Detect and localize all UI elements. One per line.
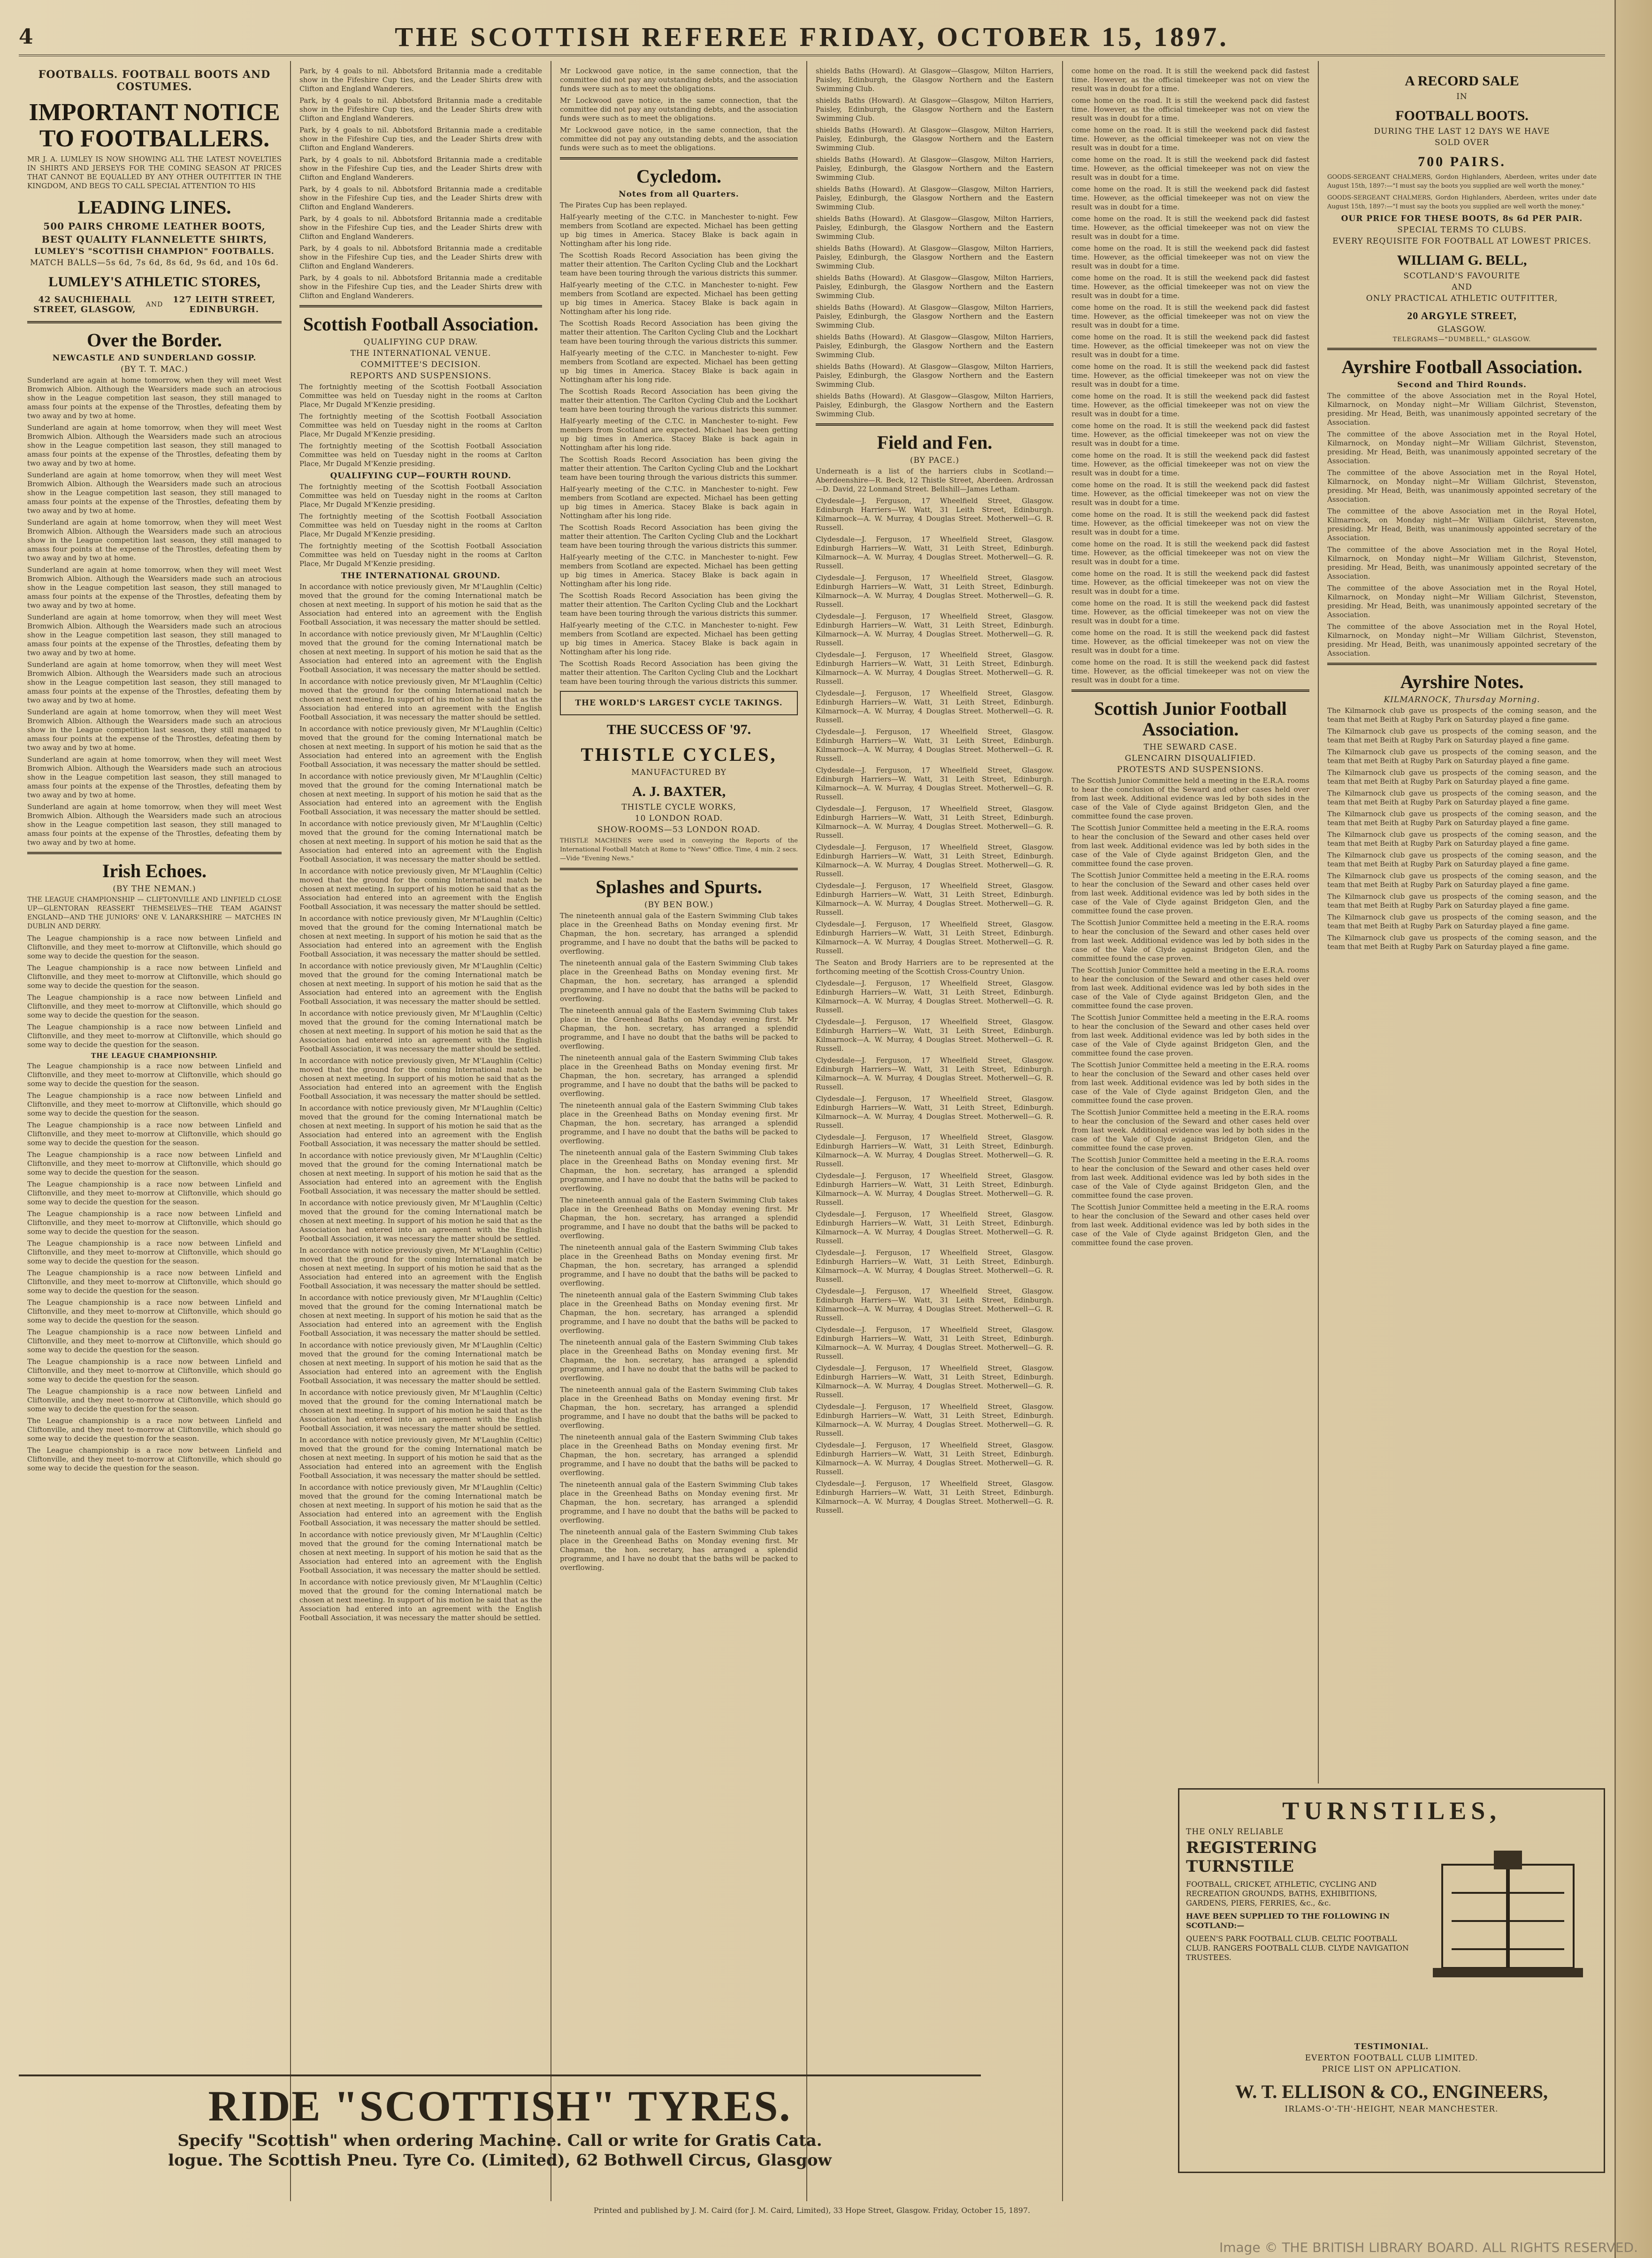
- col4-para1-k: shields Baths (Howard). At Glasgow—Glasgow, Milton Harriers, Paisley, Edinburgh, the Glasgow Northern and the Eastern Swimming Club.: [816, 362, 1054, 389]
- turnstile-ad: [1178, 1788, 1605, 2173]
- col5-para1-d: come home on the road. It is still the weekend pack did fastest time. However, as the official timekeeper was not on view the result was in doubt for a time.: [1071, 155, 1309, 182]
- bell-and: AND: [1452, 283, 1472, 292]
- border-text-8: Sunderland are again at home tomorrow, when they will meet West Bromwich Albion. Although the Wearsiders made such an atrocious show in the League competition last season, they still managed to amass four points at the expense of the Throstles, defeating them by two away and by two at home.: [27, 708, 282, 752]
- border-subheading: NEWCASTLE AND SUNDERLAND GOSSIP.: [52, 353, 257, 363]
- col5-para1-m: come home on the road. It is still the weekend pack did fastest time. However, as the official timekeeper was not on view the result was in doubt for a time.: [1071, 421, 1309, 448]
- col2-para1-f: Park, by 4 goals to nil. Abbotsford Britannia made a creditable show in the Fifeshire Cup ties, and the Leader Shirts drew with Clifton and England Wanderers.: [299, 214, 542, 241]
- int-text-20: In accordance with notice previously given, Mr M'Laughlin (Celtic) moved that the ground for the coming International match be chosen at next meeting. In support of his motion he said that as the Association had entered into an agreement with the English Football Association, it was necessary the matter should be settled.: [299, 1483, 542, 1527]
- junior-heading: Scottish Junior Football Association.: [1094, 698, 1287, 740]
- record-every-requisite: EVERY REQUISITE FOR FOOTBALL AT LOWEST PRICES.: [1332, 237, 1591, 246]
- record-price: OUR PRICE FOR THESE BOOTS, 8s 6d PER PAIR.: [1341, 214, 1583, 223]
- ad-headline: IMPORTANT NOTICE TO FOOTBALLERS.: [29, 99, 280, 152]
- page-header: [19, 19, 1605, 56]
- cycle-more-5: The Scottish Roads Record Association has been giving the matter their attention. The Carlton Cycling Club and the Lockhart team have been touring through the various districts this summer.: [560, 523, 798, 550]
- ad-champion: LUMLEY'S "SCOTTISH CHAMPION" FOOTBALLS.: [34, 247, 275, 256]
- turnstile-price-list: PRICE LIST ON APPLICATION.: [1322, 2065, 1461, 2074]
- record-sale-pairs: 700 PAIRS.: [1418, 154, 1506, 169]
- cycle-more-2: The Scottish Roads Record Association has been giving the matter their attention. The Carlton Cycling Club and the Lockhart team have been touring through the various districts this summer.: [560, 319, 798, 345]
- junior-text-3: The Scottish Junior Committee held a meeting in the E.R.A. rooms to hear the conclusion of the Seward and other cases held over from last week. Additional evidence was led by both sides in the case of the Vale of Clyde against Bridgeton Glen, and the committee found the case proven.: [1071, 871, 1309, 915]
- field-more-10: Clydesdale—J. Ferguson, 17 Wheelfield Street, Glasgow. Edinburgh Harriers—W. Watt, 31 Leith Street, Edinburgh. Kilmarnock—A. W. Murray, 4 Douglas Street. Motherwell—G. R. Russell.: [816, 843, 1054, 878]
- col2-para1-b: Park, by 4 goals to nil. Abbotsford Britannia made a creditable show in the Fifeshire Cup ties, and the Leader Shirts drew with Clifton and England Wanderers.: [299, 96, 542, 122]
- bell-name: WILLIAM G. BELL,: [1397, 253, 1527, 268]
- col4-para1-f: shields Baths (Howard). At Glasgow—Glasgow, Milton Harriers, Paisley, Edinburgh, the Glasgow Northern and the Eastern Swimming Club.: [816, 214, 1054, 241]
- ellison-address: IRLAMS-O'-TH'-HEIGHT, NEAR MANCHESTER.: [1285, 2105, 1499, 2114]
- ad-intro: MR J. A. LUMLEY IS NOW SHOWING ALL THE LATEST NOVELTIES IN SHIRTS AND JERSEYS FOR THE COMING SEASON AT PRICES THAT CANNOT BE EQUALLED BY ANY OTHER OUTFITTER IN THE KINGDOM, AND BEGS TO CALL SPECIAL ATTENTION TO HIS: [27, 155, 282, 190]
- int-text-2: In accordance with notice previously given, Mr M'Laughlin (Celtic) moved that the ground for the coming International match be chosen at next meeting. In support of his motion he said that as the Association had entered into an agreement with the English Football Association, it was necessary the matter should be settled.: [299, 630, 542, 674]
- field-byline: (BY PACE.): [910, 456, 960, 465]
- col2-para1-e: Park, by 4 goals to nil. Abbotsford Britannia made a creditable show in the Fifeshire Cup ties, and the Leader Shirts drew with Clifton and England Wanderers.: [299, 185, 542, 211]
- splashes-heading: Splashes and Spurts.: [596, 876, 762, 897]
- turnstile-illustration: [1423, 1846, 1592, 2005]
- cycle-more-4: The Scottish Roads Record Association has been giving the matter their attention. The Carlton Cycling Club and the Lockhart team have been touring through the various districts this summer.: [560, 455, 798, 482]
- irish-text-4: The League championship is a race now between Linfield and Cliftonville, and they meet to-morrow at Cliftonville, which should go some way to decide the question for the season.: [27, 1023, 282, 1049]
- column-3: [551, 61, 807, 2201]
- sfa-text: The fortnightly meeting of the Scottish Football Association Committee was held on Tuesday night in the rooms at Carlton Place, Mr Dugald M'Kenzie presiding.: [299, 383, 542, 409]
- column-5: [1063, 61, 1319, 1783]
- col5-para1-o: come home on the road. It is still the weekend pack did fastest time. However, as the official timekeeper was not on view the result was in doubt for a time.: [1071, 481, 1309, 507]
- col5-para1-s: come home on the road. It is still the weekend pack did fastest time. However, as the official timekeeper was not on view the result was in doubt for a time.: [1071, 599, 1309, 625]
- ayr-notes-text-6: The Kilmarnock club gave us prospects of the coming season, and the team that met Beith at Rugby Park on Saturday played a fine game.: [1327, 810, 1597, 827]
- page-number: 4: [19, 24, 33, 49]
- thistle-cycles: THISTLE CYCLES,: [581, 744, 777, 765]
- junior-text-10: The Scottish Junior Committee held a meeting in the E.R.A. rooms to hear the conclusion of the Seward and other cases held over from last week. Additional evidence was led by both sides in the case of the Vale of Clyde against Bridgeton Glen, and the committee found the case proven.: [1071, 1203, 1309, 1247]
- border-text-7: Sunderland are again at home tomorrow, when they will meet West Bromwich Albion. Although the Wearsiders made such an atrocious show in the League competition last season, they still managed to amass four points at the expense of the Throstles, defeating them by two away and by two at home.: [27, 660, 282, 704]
- border-text-5: Sunderland are again at home tomorrow, when they will meet West Bromwich Albion. Although the Wearsiders made such an atrocious show in the League competition last season, they still managed to amass four points at the expense of the Throstles, defeating them by two away and by two at home.: [27, 566, 282, 610]
- field-more-7: Clydesdale—J. Ferguson, 17 Wheelfield Street, Glasgow. Edinburgh Harriers—W. Watt, 31 Leith Street, Edinburgh. Kilmarnock—A. W. Murray, 4 Douglas Street. Motherwell—G. R. Russell.: [816, 727, 1054, 763]
- ayr-notes-text-2: The Kilmarnock club gave us prospects of the coming season, and the team that met Beith at Rugby Park on Saturday played a fine game.: [1327, 727, 1597, 744]
- col4-para1-e: shields Baths (Howard). At Glasgow—Glasgow, Milton Harriers, Paisley, Edinburgh, the Glasgow Northern and the Eastern Swimming Club.: [816, 185, 1054, 211]
- cycle-more-7: The Scottish Roads Record Association has been giving the matter their attention. The Carlton Cycling Club and the Lockhart team have been touring through the various districts this summer.: [560, 659, 798, 686]
- col5-para1-q: come home on the road. It is still the weekend pack did fastest time. However, as the official timekeeper was not on view the result was in doubt for a time.: [1071, 540, 1309, 566]
- col2-para1-g: Park, by 4 goals to nil. Abbotsford Britannia made a creditable show in the Fifeshire Cup ties, and the Leader Shirts drew with Clifton and England Wanderers.: [299, 244, 542, 270]
- col2-para1-d: Park, by 4 goals to nil. Abbotsford Britannia made a creditable show in the Fifeshire Cup ties, and the Leader Shirts drew with Clifton and England Wanderers.: [299, 155, 542, 182]
- sfa-text-3: The fortnightly meeting of the Scottish Football Association Committee was held on Tuesday night in the rooms at Carlton Place, Mr Dugald M'Kenzie presiding.: [299, 442, 542, 468]
- ayrshire-notes-place: KILMARNOCK, Thursday Morning.: [1384, 695, 1540, 704]
- field-text: Underneath is a list of the harriers clubs in Scotland:— Aberdeenshire—R. Beck, 12 Thistle Street, Aberdeen. Ardrossan—D. David, 22 Lonmand Street. Bellshill—James Letham.: [816, 467, 1054, 493]
- cycle-byline: The Pirates Cup has been replayed.: [560, 201, 688, 209]
- bell-favourite: SCOTLAND'S FAVOURITE: [1403, 271, 1521, 281]
- ad-address-glasgow: 42 SAUCHIEHALL STREET, GLASGOW,: [33, 295, 136, 314]
- int-text-7: In accordance with notice previously given, Mr M'Laughlin (Celtic) moved that the ground for the coming International match be chosen at next meeting. In support of his motion he said that as the Association had entered into an agreement with the English Football Association, it was necessary the matter should be settled.: [299, 867, 542, 911]
- splash-text-11: The nineteenth annual gala of the Eastern Swimming Club takes place in the Greenhead Baths on Monday evening first. Mr Chapman, the hon. secretary, has arranged a splendid programme, and I have no doubt that the baths will be packed to overflowing.: [560, 1385, 798, 1430]
- league-table-title: THE LEAGUE CHAMPIONSHIP.: [91, 1052, 218, 1060]
- turnstile-everton: EVERTON FOOTBALL CLUB LIMITED.: [1305, 2053, 1478, 2063]
- irish-text-16: The League championship is a race now between Linfield and Cliftonville, and they meet to-morrow at Cliftonville, which should go some way to decide the question for the season.: [27, 1387, 282, 1413]
- ad-boots: 500 PAIRS CHROME LEATHER BOOTS,: [43, 221, 266, 232]
- irish-text-6: The League championship is a race now between Linfield and Cliftonville, and they meet to-morrow at Cliftonville, which should go some way to decide the question for the season.: [27, 1091, 282, 1118]
- sfa-sub2: THE INTERNATIONAL VENUE.: [350, 349, 491, 358]
- ayr-notes-text-5: The Kilmarnock club gave us prospects of the coming season, and the team that met Beith at Rugby Park on Saturday played a fine game.: [1327, 789, 1597, 806]
- cycledom-heading: Cycledom.: [636, 166, 722, 187]
- int-text: In accordance with notice previously given, Mr M'Laughlin (Celtic) moved that the ground for the coming International match be chosen at next meeting. In support of his motion he said that as the Association had entered into an agreement with the English Football Association, it was necessary the matter should be settled.: [299, 582, 542, 627]
- cycle-more-3: The Scottish Roads Record Association has been giving the matter their attention. The Carlton Cycling Club and the Lockhart team have been touring through the various districts this summer.: [560, 387, 798, 413]
- field-more-20: Clydesdale—J. Ferguson, 17 Wheelfield Street, Glasgow. Edinburgh Harriers—W. Watt, 31 Leith Street, Edinburgh. Kilmarnock—A. W. Murray, 4 Douglas Street. Motherwell—G. R. Russell.: [816, 1248, 1054, 1284]
- irish-text-13: The League championship is a race now between Linfield and Cliftonville, and they meet to-morrow at Cliftonville, which should go some way to decide the question for the season.: [27, 1298, 282, 1324]
- made-by: MANUFACTURED BY: [631, 768, 727, 777]
- field-more-12: Clydesdale—J. Ferguson, 17 Wheelfield Street, Glasgow. Edinburgh Harriers—W. Watt, 31 Leith Street, Edinburgh. Kilmarnock—A. W. Murray, 4 Douglas Street. Motherwell—G. R. Russell.: [816, 920, 1054, 955]
- thistle-london-road: 10 LONDON ROAD.: [635, 814, 723, 823]
- record-sale-boots: FOOTBALL BOOTS.: [1395, 108, 1529, 123]
- int-text-11: In accordance with notice previously given, Mr M'Laughlin (Celtic) moved that the ground for the coming International match be chosen at next meeting. In support of his motion he said that as the Association had entered into an agreement with the English Football Association, it was necessary the matter should be settled.: [299, 1056, 542, 1101]
- record-sale-during: DURING THE LAST 12 DAYS WE HAVE: [1374, 127, 1550, 136]
- col5-para1-u: come home on the road. It is still the weekend pack did fastest time. However, as the official timekeeper was not on view the result was in doubt for a time.: [1071, 658, 1309, 684]
- turnstile-clubs: QUEEN'S PARK FOOTBALL CLUB. CELTIC FOOTBALL CLUB. RANGERS FOOTBALL CLUB. CLYDE NAVIGATION TRUSTEES.: [1186, 1934, 1409, 1962]
- ayr-text-4: The committee of the above Association met in the Royal Hotel, Kilmarnock, on Monday night—Mr William Gilchrist, Stevenston, presiding. Mr Head, Beith, was unanimously appointed secretary of the Association.: [1327, 507, 1597, 542]
- cycle-more-6: The Scottish Roads Record Association has been giving the matter their attention. The Carlton Cycling Club and the Lockhart team have been touring through the various districts this summer.: [560, 591, 798, 618]
- col4-para1-i: shields Baths (Howard). At Glasgow—Glasgow, Milton Harriers, Paisley, Edinburgh, the Glasgow Northern and the Eastern Swimming Club.: [816, 303, 1054, 329]
- record-special-terms: SPECIAL TERMS TO CLUBS.: [1397, 225, 1527, 235]
- ad-address-edinburgh: 127 LEITH STREET, EDINBURGH.: [173, 295, 276, 314]
- thistle-note: THISTLE MACHINES were used in conveying the Reports of the International Football Match at Rome to "News" Office. Time, 4 min. 2 secs. —Vide "Evening News.": [560, 837, 798, 862]
- field-more-5: Clydesdale—J. Ferguson, 17 Wheelfield Street, Glasgow. Edinburgh Harriers—W. Watt, 31 Leith Street, Edinburgh. Kilmarnock—A. W. Murray, 4 Douglas Street. Motherwell—G. R. Russell.: [816, 651, 1054, 686]
- col5-para1-n: come home on the road. It is still the weekend pack did fastest time. However, as the official timekeeper was not on view the result was in doubt for a time.: [1071, 451, 1309, 477]
- record-testimonial-2: GOODS-SERGEANT CHALMERS, Gordon Highlanders, Aberdeen, writes under date August 15th, 1897:—"I must say the boots you supplied are well worth the money.": [1327, 194, 1597, 210]
- border-text: Sunderland are again at home tomorrow, when they will meet West Bromwich Albion. Although the Wearsiders made such an atrocious show in the League competition last season, they still managed to amass four points at the expense of the Throstles, defeating them by two away and by two at home.: [27, 376, 282, 420]
- col5-para1-l: come home on the road. It is still the weekend pack did fastest time. However, as the official timekeeper was not on view the result was in doubt for a time.: [1071, 392, 1309, 418]
- ayr-notes-text-12: The Kilmarnock club gave us prospects of the coming season, and the team that met Beith at Rugby Park on Saturday played a fine game.: [1327, 934, 1597, 951]
- irish-text-12: The League championship is a race now between Linfield and Cliftonville, and they meet to-morrow at Cliftonville, which should go some way to decide the question for the season.: [27, 1269, 282, 1295]
- ayr-notes-text-11: The Kilmarnock club gave us prospects of the coming season, and the team that met Beith at Rugby Park on Saturday played a fine game.: [1327, 913, 1597, 930]
- adjacent-page-edge: [1614, 0, 1652, 2258]
- irish-text-9: The League championship is a race now between Linfield and Cliftonville, and they meet to-morrow at Cliftonville, which should go some way to decide the question for the season.: [27, 1180, 282, 1206]
- cycle-more: The Scottish Roads Record Association has been giving the matter their attention. The Carlton Cycling Club and the Lockhart team have been touring through the various districts this summer.: [560, 251, 798, 277]
- ayr-notes-text-7: The Kilmarnock club gave us prospects of the coming season, and the team that met Beith at Rugby Park on Saturday played a fine game.: [1327, 830, 1597, 848]
- baxter-name: A. J. BAXTER,: [632, 784, 726, 799]
- field-more-22: Clydesdale—J. Ferguson, 17 Wheelfield Street, Glasgow. Edinburgh Harriers—W. Watt, 31 Leith Street, Edinburgh. Kilmarnock—A. W. Murray, 4 Douglas Street. Motherwell—G. R. Russell.: [816, 1325, 1054, 1361]
- field-more-19: Clydesdale—J. Ferguson, 17 Wheelfield Street, Glasgow. Edinburgh Harriers—W. Watt, 31 Leith Street, Edinburgh. Kilmarnock—A. W. Murray, 4 Douglas Street. Motherwell—G. R. Russell.: [816, 1210, 1054, 1245]
- sfa-text-6: The fortnightly meeting of the Scottish Football Association Committee was held on Tuesday night in the rooms at Carlton Place, Mr Dugald M'Kenzie presiding.: [299, 542, 542, 568]
- ayr-text-7: The committee of the above Association met in the Royal Hotel, Kilmarnock, on Monday night—Mr William Gilchrist, Stevenston, presiding. Mr Head, Beith, was unanimously appointed secretary of the Association.: [1327, 622, 1597, 658]
- ayr-text-5: The committee of the above Association met in the Royal Hotel, Kilmarnock, on Monday night—Mr William Gilchrist, Stevenston, presiding. Mr Head, Beith, was unanimously appointed secretary of the Association.: [1327, 545, 1597, 581]
- border-text-10: Sunderland are again at home tomorrow, when they will meet West Bromwich Albion. Although the Wearsiders made such an atrocious show in the League competition last season, they still managed to amass four points at the expense of the Throstles, defeating them by two away and by two at home.: [27, 803, 282, 847]
- splash-text-7: The nineteenth annual gala of the Eastern Swimming Club takes place in the Greenhead Baths on Monday evening first. Mr Chapman, the hon. secretary, has arranged a splendid programme, and I have no doubt that the baths will be packed to overflowing.: [560, 1196, 798, 1240]
- masthead: THE SCOTTISH REFEREE FRIDAY, OCTOBER 15, 1897.: [395, 21, 1229, 52]
- irish-text-17: The League championship is a race now between Linfield and Cliftonville, and they meet to-morrow at Cliftonville, which should go some way to decide the question for the season.: [27, 1416, 282, 1443]
- thistle-works: THISTLE CYCLE WORKS,: [621, 803, 736, 812]
- col3-para1-b: Mr Lockwood gave notice, in the same connection, that the committee did not pay any outstanding debts, and the association funds were such as to meet the obligations.: [560, 96, 798, 122]
- splash-text-12: The nineteenth annual gala of the Eastern Swimming Club takes place in the Greenhead Baths on Monday evening first. Mr Chapman, the hon. secretary, has arranged a splendid programme, and I have no doubt that the baths will be packed to overflowing.: [560, 1433, 798, 1477]
- irish-text-5: The League championship is a race now between Linfield and Cliftonville, and they meet to-morrow at Cliftonville, which should go some way to decide the question for the season.: [27, 1062, 282, 1088]
- border-text-9: Sunderland are again at home tomorrow, when they will meet West Bromwich Albion. Although the Wearsiders made such an atrocious show in the League competition last season, they still managed to amass four points at the expense of the Throstles, defeating them by two away and by two at home.: [27, 755, 282, 799]
- turnstile-registering: REGISTERING TURNSTILE: [1186, 1838, 1317, 1876]
- field-more-14: Clydesdale—J. Ferguson, 17 Wheelfield Street, Glasgow. Edinburgh Harriers—W. Watt, 31 Leith Street, Edinburgh. Kilmarnock—A. W. Murray, 4 Douglas Street. Motherwell—G. R. Russell.: [816, 1018, 1054, 1053]
- col4-para1-g: shields Baths (Howard). At Glasgow—Glasgow, Milton Harriers, Paisley, Edinburgh, the Glasgow Northern and the Eastern Swimming Club.: [816, 244, 1054, 270]
- ayr-text-6: The committee of the above Association met in the Royal Hotel, Kilmarnock, on Monday night—Mr William Gilchrist, Stevenston, presiding. Mr Head, Beith, was unanimously appointed secretary of the Association.: [1327, 584, 1597, 619]
- col5-para1-e: come home on the road. It is still the weekend pack did fastest time. However, as the official timekeeper was not on view the result was in doubt for a time.: [1071, 185, 1309, 211]
- col4-para1: shields Baths (Howard). At Glasgow—Glasgow, Milton Harriers, Paisley, Edinburgh, the Glasgow Northern and the Eastern Swimming Club.: [816, 67, 1054, 93]
- largest-cycle-box: [560, 691, 798, 715]
- border-text-6: Sunderland are again at home tomorrow, when they will meet West Bromwich Albion. Although the Wearsiders made such an atrocious show in the League competition last season, they still managed to amass four points at the expense of the Throstles, defeating them by two away and by two at home.: [27, 613, 282, 657]
- field-more-15: Clydesdale—J. Ferguson, 17 Wheelfield Street, Glasgow. Edinburgh Harriers—W. Watt, 31 Leith Street, Edinburgh. Kilmarnock—A. W. Murray, 4 Douglas Street. Motherwell—G. R. Russell.: [816, 1056, 1054, 1091]
- int-text-16: In accordance with notice previously given, Mr M'Laughlin (Celtic) moved that the ground for the coming International match be chosen at next meeting. In support of his motion he said that as the Association had entered into an agreement with the English Football Association, it was necessary the matter should be settled.: [299, 1294, 542, 1338]
- ad-match-balls: MATCH BALLS—5s 6d, 7s 6d, 8s 6d, 9s 6d, and 10s 6d.: [30, 258, 279, 268]
- success-heading: THE SUCCESS OF '97.: [606, 722, 751, 737]
- field-more-16: Clydesdale—J. Ferguson, 17 Wheelfield Street, Glasgow. Edinburgh Harriers—W. Watt, 31 Leith Street, Edinburgh. Kilmarnock—A. W. Murray, 4 Douglas Street. Motherwell—G. R. Russell.: [816, 1095, 1054, 1130]
- field-more-8: Clydesdale—J. Ferguson, 17 Wheelfield Street, Glasgow. Edinburgh Harriers—W. Watt, 31 Leith Street, Edinburgh. Kilmarnock—A. W. Murray, 4 Douglas Street. Motherwell—G. R. Russell.: [816, 766, 1054, 801]
- sfa-text-4: The fortnightly meeting of the Scottish Football Association Committee was held on Tuesday night in the rooms at Carlton Place, Mr Dugald M'Kenzie presiding.: [299, 482, 542, 509]
- turnstile-supplied: HAVE BEEN SUPPLIED TO THE FOLLOWING IN SCOTLAND:—: [1186, 1912, 1390, 1930]
- record-sale-in: IN: [1456, 92, 1468, 101]
- junior-text: The Scottish Junior Committee held a meeting in the E.R.A. rooms to hear the conclusion of the Seward and other cases held over from last week. Additional evidence was led by both sides in the case of the Vale of Clyde against Bridgeton Glen, and the committee found the case proven.: [1071, 776, 1309, 820]
- junior-text-8: The Scottish Junior Committee held a meeting in the E.R.A. rooms to hear the conclusion of the Seward and other cases held over from last week. Additional evidence was led by both sides in the case of the Vale of Clyde against Bridgeton Glen, and the committee found the case proven.: [1071, 1108, 1309, 1152]
- copyright-notice: Image © THE BRITISH LIBRARY BOARD. ALL RIGHTS RESERVED.: [1219, 2240, 1638, 2255]
- bell-outfitter: ONLY PRACTICAL ATHLETIC OUTFITTER,: [1366, 294, 1558, 303]
- splash-text: The nineteenth annual gala of the Eastern Swimming Club takes place in the Greenhead Baths on Monday evening first. Mr Chapman, the hon. secretary, has arranged a splendid programme, and I have no doubt that the baths will be packed to overflowing.: [560, 911, 798, 956]
- cycle-text-6: Half-yearly meeting of the C.T.C. in Manchester to-night. Few members from Scotland are expected. Michael has been getting up big times in America. Stacey Blake is back again in Nottingham after his long ride.: [560, 553, 798, 588]
- ride-scottish-tyres: RIDE "SCOTTISH" TYRES.: [208, 2082, 792, 2130]
- col4-para1-j: shields Baths (Howard). At Glasgow—Glasgow, Milton Harriers, Paisley, Edinburgh, the Glasgow Northern and the Eastern Swimming Club.: [816, 333, 1054, 359]
- field-more-11: Clydesdale—J. Ferguson, 17 Wheelfield Street, Glasgow. Edinburgh Harriers—W. Watt, 31 Leith Street, Edinburgh. Kilmarnock—A. W. Murray, 4 Douglas Street. Motherwell—G. R. Russell.: [816, 881, 1054, 917]
- bell-city: GLASGOW.: [1437, 325, 1487, 334]
- junior-text-4: The Scottish Junior Committee held a meeting in the E.R.A. rooms to hear the conclusion of the Seward and other cases held over from last week. Additional evidence was led by both sides in the case of the Vale of Clyde against Bridgeton Glen, and the committee found the case proven.: [1071, 919, 1309, 963]
- field-more-21: Clydesdale—J. Ferguson, 17 Wheelfield Street, Glasgow. Edinburgh Harriers—W. Watt, 31 Leith Street, Edinburgh. Kilmarnock—A. W. Murray, 4 Douglas Street. Motherwell—G. R. Russell.: [816, 1287, 1054, 1322]
- ayr-notes-text-3: The Kilmarnock club gave us prospects of the coming season, and the team that met Beith at Rugby Park on Saturday played a fine game.: [1327, 748, 1597, 765]
- col2-para1: Park, by 4 goals to nil. Abbotsford Britannia made a creditable show in the Fifeshire Cup ties, and the Leader Shirts drew with Clifton and England Wanderers.: [299, 67, 542, 93]
- field-more-6: Clydesdale—J. Ferguson, 17 Wheelfield Street, Glasgow. Edinburgh Harriers—W. Watt, 31 Leith Street, Edinburgh. Kilmarnock—A. W. Murray, 4 Douglas Street. Motherwell—G. R. Russell.: [816, 689, 1054, 724]
- field-more-2: Clydesdale—J. Ferguson, 17 Wheelfield Street, Glasgow. Edinburgh Harriers—W. Watt, 31 Leith Street, Edinburgh. Kilmarnock—A. W. Murray, 4 Douglas Street. Motherwell—G. R. Russell.: [816, 535, 1054, 570]
- col5-para1-t: come home on the road. It is still the weekend pack did fastest time. However, as the official timekeeper was not on view the result was in doubt for a time.: [1071, 628, 1309, 655]
- splashes-byline: (BY BEN BOW.): [644, 900, 713, 910]
- turnstile-only-reliable: THE ONLY RELIABLE: [1186, 1827, 1284, 1837]
- field-more-26: Clydesdale—J. Ferguson, 17 Wheelfield Street, Glasgow. Edinburgh Harriers—W. Watt, 31 Leith Street, Edinburgh. Kilmarnock—A. W. Murray, 4 Douglas Street. Motherwell—G. R. Russell.: [816, 1479, 1054, 1515]
- splash-text-10: The nineteenth annual gala of the Eastern Swimming Club takes place in the Greenhead Baths on Monday evening first. Mr Chapman, the hon. secretary, has arranged a splendid programme, and I have no doubt that the baths will be packed to overflowing.: [560, 1338, 798, 1382]
- record-sale-heading: A RECORD SALE: [1405, 73, 1519, 89]
- int-text-21: In accordance with notice previously given, Mr M'Laughlin (Celtic) moved that the ground for the coming International match be chosen at next meeting. In support of his motion he said that as the Association had entered into an agreement with the English Football Association, it was necessary the matter should be settled.: [299, 1531, 542, 1575]
- bell-address: 20 ARGYLE STREET,: [1407, 310, 1517, 321]
- irish-heading: Irish Echoes.: [102, 860, 207, 881]
- sfa-sub4: REPORTS AND SUSPENSIONS.: [350, 371, 492, 381]
- ad-addresses: [27, 293, 282, 316]
- int-text-10: In accordance with notice previously given, Mr M'Laughlin (Celtic) moved that the ground for the coming International match be chosen at next meeting. In support of his motion he said that as the Association had entered into an agreement with the English Football Association, it was necessary the matter should be settled.: [299, 1009, 542, 1053]
- irish-text-15: The League championship is a race now between Linfield and Cliftonville, and they meet to-morrow at Cliftonville, which should go some way to decide the question for the season.: [27, 1357, 282, 1384]
- ad-stores: LUMLEY'S ATHLETIC STORES,: [48, 274, 260, 290]
- int-text-13: In accordance with notice previously given, Mr M'Laughlin (Celtic) moved that the ground for the coming International match be chosen at next meeting. In support of his motion he said that as the Association had entered into an agreement with the English Football Association, it was necessary the matter should be settled.: [299, 1151, 542, 1195]
- ayr-text: The committee of the above Association met in the Royal Hotel, Kilmarnock, on Monday night—Mr William Gilchrist, Stevenston, presiding. Mr Head, Beith, was unanimously appointed secretary of the Association.: [1327, 391, 1597, 427]
- turnstile-title: TURNSTILES,: [1282, 1797, 1501, 1825]
- col2-para1-c: Park, by 4 goals to nil. Abbotsford Britannia made a creditable show in the Fifeshire Cup ties, and the Leader Shirts drew with Clifton and England Wanderers.: [299, 126, 542, 152]
- field-more-24: Clydesdale—J. Ferguson, 17 Wheelfield Street, Glasgow. Edinburgh Harriers—W. Watt, 31 Leith Street, Edinburgh. Kilmarnock—A. W. Murray, 4 Douglas Street. Motherwell—G. R. Russell.: [816, 1402, 1054, 1438]
- junior-sub3: PROTESTS AND SUSPENSIONS.: [1117, 765, 1264, 774]
- int-text-18: In accordance with notice previously given, Mr M'Laughlin (Celtic) moved that the ground for the coming International match be chosen at next meeting. In support of his motion he said that as the Association had entered into an agreement with the English Football Association, it was necessary the matter should be settled.: [299, 1388, 542, 1432]
- col5-para1: come home on the road. It is still the weekend pack did fastest time. However, as the official timekeeper was not on view the result was in doubt for a time.: [1071, 67, 1309, 93]
- int-text-9: In accordance with notice previously given, Mr M'Laughlin (Celtic) moved that the ground for the coming International match be chosen at next meeting. In support of his motion he said that as the Association had entered into an agreement with the English Football Association, it was necessary the matter should be settled.: [299, 962, 542, 1006]
- cycledom-subheading: Notes from all Quarters.: [619, 190, 739, 199]
- junior-text-6: The Scottish Junior Committee held a meeting in the E.R.A. rooms to hear the conclusion of the Seward and other cases held over from last week. Additional evidence was led by both sides in the case of the Vale of Clyde against Bridgeton Glen, and the committee found the case proven.: [1071, 1013, 1309, 1057]
- largest-cycle: THE WORLD'S LARGEST CYCLE TAKINGS.: [575, 698, 783, 708]
- record-sale-sold: SOLD OVER: [1434, 138, 1490, 147]
- thistle-show-rooms: SHOW-ROOMS—53 LONDON ROAD.: [597, 825, 761, 834]
- ayr-notes-text-9: The Kilmarnock club gave us prospects of the coming season, and the team that met Beith at Rugby Park on Saturday played a fine game.: [1327, 872, 1597, 889]
- cycle-text-7: Half-yearly meeting of the C.T.C. in Manchester to-night. Few members from Scotland are expected. Michael has been getting up big times in America. Stacey Blake is back again in Nottingham after his long ride.: [560, 621, 798, 656]
- int-text-5: In accordance with notice previously given, Mr M'Laughlin (Celtic) moved that the ground for the coming International match be chosen at next meeting. In support of his motion he said that as the Association had entered into an agreement with the English Football Association, it was necessary the matter should be settled.: [299, 772, 542, 816]
- cycle-text-5: Half-yearly meeting of the C.T.C. in Manchester to-night. Few members from Scotland are expected. Michael has been getting up big times in America. Stacey Blake is back again in Nottingham after his long ride.: [560, 485, 798, 520]
- field-more-25: Clydesdale—J. Ferguson, 17 Wheelfield Street, Glasgow. Edinburgh Harriers—W. Watt, 31 Leith Street, Edinburgh. Kilmarnock—A. W. Murray, 4 Douglas Street. Motherwell—G. R. Russell.: [816, 1441, 1054, 1476]
- irish-text-3: The League championship is a race now between Linfield and Cliftonville, and they meet to-morrow at Cliftonville, which should go some way to decide the question for the season.: [27, 993, 282, 1019]
- tyres-spec-line1: Specify "Scottish" when ordering Machine. Call or write for Gratis Cata.: [177, 2131, 822, 2150]
- col4-para1-l: shields Baths (Howard). At Glasgow—Glasgow, Milton Harriers, Paisley, Edinburgh, the Glasgow Northern and the Eastern Swimming Club.: [816, 392, 1054, 418]
- int-text-6: In accordance with notice previously given, Mr M'Laughlin (Celtic) moved that the ground for the coming International match be chosen at next meeting. In support of his motion he said that as the Association had entered into an agreement with the English Football Association, it was necessary the matter should be settled.: [299, 819, 542, 864]
- col5-para1-b: come home on the road. It is still the weekend pack did fastest time. However, as the official timekeeper was not on view the result was in doubt for a time.: [1071, 96, 1309, 122]
- field-more-9: Clydesdale—J. Ferguson, 17 Wheelfield Street, Glasgow. Edinburgh Harriers—W. Watt, 31 Leith Street, Edinburgh. Kilmarnock—A. W. Murray, 4 Douglas Street. Motherwell—G. R. Russell.: [816, 804, 1054, 840]
- irish-text-8: The League championship is a race now between Linfield and Cliftonville, and they meet to-morrow at Cliftonville, which should go some way to decide the question for the season.: [27, 1150, 282, 1177]
- ayr-notes-text: The Kilmarnock club gave us prospects of the coming season, and the team that met Beith at Rugby Park on Saturday played a fine game.: [1327, 706, 1597, 724]
- junior-sub1: THE SEWARD CASE.: [1143, 742, 1238, 752]
- sfa-text-5: The fortnightly meeting of the Scottish Football Association Committee was held on Tuesday night in the rooms at Carlton Place, Mr Dugald M'Kenzie presiding.: [299, 512, 542, 538]
- ayrshire-fa-subheading: Second and Third Rounds.: [1397, 380, 1527, 390]
- col5-para1-p: come home on the road. It is still the weekend pack did fastest time. However, as the official timekeeper was not on view the result was in doubt for a time.: [1071, 510, 1309, 536]
- ayr-notes-text-10: The Kilmarnock club gave us prospects of the coming season, and the team that met Beith at Rugby Park on Saturday played a fine game.: [1327, 892, 1597, 910]
- field-more-23: Clydesdale—J. Ferguson, 17 Wheelfield Street, Glasgow. Edinburgh Harriers—W. Watt, 31 Leith Street, Edinburgh. Kilmarnock—A. W. Murray, 4 Douglas Street. Motherwell—G. R. Russell.: [816, 1364, 1054, 1399]
- ellison-name: W. T. ELLISON & CO., ENGINEERS,: [1235, 2081, 1548, 2102]
- ayrshire-notes-heading: Ayrshire Notes.: [1400, 671, 1524, 692]
- irish-text-10: The League championship is a race now between Linfield and Cliftonville, and they meet to-morrow at Cliftonville, which should go some way to decide the question for the season.: [27, 1209, 282, 1236]
- ayr-text-2: The committee of the above Association met in the Royal Hotel, Kilmarnock, on Monday night—Mr William Gilchrist, Stevenston, presiding. Mr Head, Beith, was unanimously appointed secretary of the Association.: [1327, 430, 1597, 465]
- irish-text-11: The League championship is a race now between Linfield and Cliftonville, and they meet to-morrow at Cliftonville, which should go some way to decide the question for the season.: [27, 1239, 282, 1265]
- ayrshire-fa-heading: Ayrshire Football Association.: [1341, 356, 1583, 377]
- border-heading: Over the Border.: [87, 329, 222, 351]
- field-heading: Field and Fen.: [877, 432, 993, 453]
- qualifying-heading: QUALIFYING CUP—FOURTH ROUND.: [330, 471, 512, 481]
- irish-text-2: The League championship is a race now between Linfield and Cliftonville, and they meet to-morrow at Cliftonville, which should go some way to decide the question for the season.: [27, 964, 282, 990]
- int-text-19: In accordance with notice previously given, Mr M'Laughlin (Celtic) moved that the ground for the coming International match be chosen at next meeting. In support of his motion he said that as the Association had entered into an agreement with the English Football Association, it was necessary the matter should be settled.: [299, 1436, 542, 1480]
- ayr-notes-text-4: The Kilmarnock club gave us prospects of the coming season, and the team that met Beith at Rugby Park on Saturday played a fine game.: [1327, 768, 1597, 786]
- int-text-15: In accordance with notice previously given, Mr M'Laughlin (Celtic) moved that the ground for the coming International match be chosen at next meeting. In support of his motion he said that as the Association had entered into an agreement with the English Football Association, it was necessary the matter should be settled.: [299, 1246, 542, 1290]
- column-2: [291, 61, 551, 2201]
- col3-para1-c: Mr Lockwood gave notice, in the same connection, that the committee did not pay any outstanding debts, and the association funds were such as to meet the obligations.: [560, 126, 798, 152]
- field-more-17: Clydesdale—J. Ferguson, 17 Wheelfield Street, Glasgow. Edinburgh Harriers—W. Watt, 31 Leith Street, Edinburgh. Kilmarnock—A. W. Murray, 4 Douglas Street. Motherwell—G. R. Russell.: [816, 1133, 1054, 1168]
- field-more-18: Clydesdale—J. Ferguson, 17 Wheelfield Street, Glasgow. Edinburgh Harriers—W. Watt, 31 Leith Street, Edinburgh. Kilmarnock—A. W. Murray, 4 Douglas Street. Motherwell—G. R. Russell.: [816, 1171, 1054, 1207]
- splash-text-5: The nineteenth annual gala of the Eastern Swimming Club takes place in the Greenhead Baths on Monday evening first. Mr Chapman, the hon. secretary, has arranged a splendid programme, and I have no doubt that the baths will be packed to overflowing.: [560, 1101, 798, 1145]
- junior-text-5: The Scottish Junior Committee held a meeting in the E.R.A. rooms to hear the conclusion of the Seward and other cases held over from last week. Additional evidence was led by both sides in the case of the Vale of Clyde against Bridgeton Glen, and the committee found the case proven.: [1071, 966, 1309, 1010]
- sfa-sub3: COMMITTEE'S DECISION.: [360, 360, 481, 369]
- int-text-14: In accordance with notice previously given, Mr M'Laughlin (Celtic) moved that the ground for the coming International match be chosen at next meeting. In support of his motion he said that as the Association had entered into an agreement with the English Football Association, it was necessary the matter should be settled.: [299, 1199, 542, 1243]
- border-text-2: Sunderland are again at home tomorrow, when they will meet West Bromwich Albion. Although the Wearsiders made such an atrocious show in the League competition last season, they still managed to amass four points at the expense of the Throstles, defeating them by two away and by two at home.: [27, 423, 282, 467]
- int-text-17: In accordance with notice previously given, Mr M'Laughlin (Celtic) moved that the ground for the coming International match be chosen at next meeting. In support of his motion he said that as the Association had entered into an agreement with the English Football Association, it was necessary the matter should be settled.: [299, 1341, 542, 1385]
- bell-telegrams: TELEGRAMS—"DUMBELL," GLASGOW.: [1392, 336, 1531, 343]
- field-more: Clydesdale—J. Ferguson, 17 Wheelfield Street, Glasgow. Edinburgh Harriers—W. Watt, 31 Leith Street, Edinburgh. Kilmarnock—A. W. Murray, 4 Douglas Street. Motherwell—G. R. Russell.: [816, 497, 1054, 532]
- cycle-text-2: Half-yearly meeting of the C.T.C. in Manchester to-night. Few members from Scotland are expected. Michael has been getting up big times in America. Stacey Blake is back again in Nottingham after his long ride.: [560, 281, 798, 316]
- field-more-3: Clydesdale—J. Ferguson, 17 Wheelfield Street, Glasgow. Edinburgh Harriers—W. Watt, 31 Leith Street, Edinburgh. Kilmarnock—A. W. Murray, 4 Douglas Street. Motherwell—G. R. Russell.: [816, 574, 1054, 609]
- int-text-3: In accordance with notice previously given, Mr M'Laughlin (Celtic) moved that the ground for the coming International match be chosen at next meeting. In support of his motion he said that as the Association had entered into an agreement with the English Football Association, it was necessary the matter should be settled.: [299, 677, 542, 721]
- ad-and: AND: [145, 301, 163, 308]
- splash-text-2: The nineteenth annual gala of the Eastern Swimming Club takes place in the Greenhead Baths on Monday evening first. Mr Chapman, the hon. secretary, has arranged a splendid programme, and I have no doubt that the baths will be packed to overflowing.: [560, 959, 798, 1003]
- column-6: [1319, 61, 1605, 1783]
- field-more-13: Clydesdale—J. Ferguson, 17 Wheelfield Street, Glasgow. Edinburgh Harriers—W. Watt, 31 Leith Street, Edinburgh. Kilmarnock—A. W. Murray, 4 Douglas Street. Motherwell—G. R. Russell.: [816, 979, 1054, 1014]
- cycle-text-4: Half-yearly meeting of the C.T.C. in Manchester to-night. Few members from Scotland are expected. Michael has been getting up big times in America. Stacey Blake is back again in Nottingham after his long ride.: [560, 417, 798, 452]
- cycle-text-3: Half-yearly meeting of the C.T.C. in Manchester to-night. Few members from Scotland are expected. Michael has been getting up big times in America. Stacey Blake is back again in Nottingham after his long ride.: [560, 349, 798, 384]
- col5-para1-g: come home on the road. It is still the weekend pack did fastest time. However, as the official timekeeper was not on view the result was in doubt for a time.: [1071, 244, 1309, 270]
- sfa-heading: Scottish Football Association.: [303, 314, 539, 335]
- junior-text-9: The Scottish Junior Committee held a meeting in the E.R.A. rooms to hear the conclusion of the Seward and other cases held over from last week. Additional evidence was led by both sides in the case of the Vale of Clyde against Bridgeton Glen, and the committee found the case proven.: [1071, 1156, 1309, 1200]
- irish-text-7: The League championship is a race now between Linfield and Cliftonville, and they meet to-morrow at Cliftonville, which should go some way to decide the question for the season.: [27, 1121, 282, 1147]
- ad-leading-lines: LEADING LINES.: [77, 197, 231, 218]
- col5-para1-i: come home on the road. It is still the weekend pack did fastest time. However, as the official timekeeper was not on view the result was in doubt for a time.: [1071, 303, 1309, 329]
- sfa-sub1: QUALIFYING CUP DRAW.: [363, 337, 478, 347]
- irish-text-18: The League championship is a race now between Linfield and Cliftonville, and they meet to-morrow at Cliftonville, which should go some way to decide the question for the season.: [27, 1446, 282, 1472]
- col5-para1-c: come home on the road. It is still the weekend pack did fastest time. However, as the official timekeeper was not on view the result was in doubt for a time.: [1071, 126, 1309, 152]
- turnstile-uses: FOOTBALL, CRICKET, ATHLETIC, CYCLING AND RECREATION GROUNDS, BATHS, EXHIBITIONS, GARDENS, PIERS, FERRIES, &c., &c.: [1186, 1880, 1377, 1907]
- imprint-footer: Printed and published by J. M. Caird (for J. M. Caird, Limited), 33 Hope Street, Glasgow. Friday, October 15, 1897.: [593, 2206, 1031, 2215]
- column-1: [19, 61, 291, 2201]
- splash-text-8: The nineteenth annual gala of the Eastern Swimming Club takes place in the Greenhead Baths on Monday evening first. Mr Chapman, the hon. secretary, has arranged a splendid programme, and I have no doubt that the baths will be packed to overflowing.: [560, 1243, 798, 1287]
- col2-para1-h: Park, by 4 goals to nil. Abbotsford Britannia made a creditable show in the Fifeshire Cup ties, and the Leader Shirts drew with Clifton and England Wanderers.: [299, 274, 542, 300]
- irish-text: The League championship is a race now between Linfield and Cliftonville, and they meet to-morrow at Cliftonville, which should go some way to decide the question for the season.: [27, 934, 282, 960]
- international-heading: THE INTERNATIONAL GROUND.: [341, 571, 501, 581]
- int-text-12: In accordance with notice previously given, Mr M'Laughlin (Celtic) moved that the ground for the coming International match be chosen at next meeting. In support of his motion he said that as the Association had entered into an agreement with the English Football Association, it was necessary the matter should be settled.: [299, 1104, 542, 1148]
- col4-para1-h: shields Baths (Howard). At Glasgow—Glasgow, Milton Harriers, Paisley, Edinburgh, the Glasgow Northern and the Eastern Swimming Club.: [816, 274, 1054, 300]
- col4-para1-c: shields Baths (Howard). At Glasgow—Glasgow, Milton Harriers, Paisley, Edinburgh, the Glasgow Northern and the Eastern Swimming Club.: [816, 126, 1054, 152]
- field-more-4: Clydesdale—J. Ferguson, 17 Wheelfield Street, Glasgow. Edinburgh Harriers—W. Watt, 31 Leith Street, Edinburgh. Kilmarnock—A. W. Murray, 4 Douglas Street. Motherwell—G. R. Russell.: [816, 612, 1054, 647]
- ad-top-line: FOOTBALLS. FOOTBALL BOOTS AND COSTUMES.: [38, 69, 271, 93]
- border-text-3: Sunderland are again at home tomorrow, when they will meet West Bromwich Albion. Although the Wearsiders made such an atrocious show in the League competition last season, they still managed to amass four points at the expense of the Throstles, defeating them by two away and by two at home.: [27, 471, 282, 515]
- ayr-notes-text-8: The Kilmarnock club gave us prospects of the coming season, and the team that met Beith at Rugby Park on Saturday played a fine game.: [1327, 851, 1597, 868]
- splash-text-9: The nineteenth annual gala of the Eastern Swimming Club takes place in the Greenhead Baths on Monday evening first. Mr Chapman, the hon. secretary, has arranged a splendid programme, and I have no doubt that the baths will be packed to overflowing.: [560, 1291, 798, 1335]
- col5-para1-r: come home on the road. It is still the weekend pack did fastest time. However, as the official timekeeper was not on view the result was in doubt for a time.: [1071, 569, 1309, 596]
- turnstile-testimonial: TESTIMONIAL.: [1354, 2042, 1429, 2051]
- col5-para1-f: come home on the road. It is still the weekend pack did fastest time. However, as the official timekeeper was not on view the result was in doubt for a time.: [1071, 214, 1309, 241]
- splash-text-14: The nineteenth annual gala of the Eastern Swimming Club takes place in the Greenhead Baths on Monday evening first. Mr Chapman, the hon. secretary, has arranged a splendid programme, and I have no doubt that the baths will be packed to overflowing.: [560, 1528, 798, 1572]
- tyres-spec-line2: logue. The Scottish Pneu. Tyre Co. (Limited), 62 Bothwell Circus, Glasgow: [168, 2151, 832, 2170]
- col5-para1-k: come home on the road. It is still the weekend pack did fastest time. However, as the official timekeeper was not on view the result was in doubt for a time.: [1071, 362, 1309, 389]
- irish-text-14: The League championship is a race now between Linfield and Cliftonville, and they meet to-morrow at Cliftonville, which should go some way to decide the question for the season.: [27, 1328, 282, 1354]
- record-testimonial: GOODS-SERGEANT CHALMERS, Gordon Highlanders, Aberdeen, writes under date August 15th, 1897:—"I must say the boots you supplied are well worth the money.": [1327, 174, 1597, 190]
- border-text-4: Sunderland are again at home tomorrow, when they will meet West Bromwich Albion. Although the Wearsiders made such an atrocious show in the League competition last season, they still managed to amass four points at the expense of the Throstles, defeating them by two away and by two at home.: [27, 518, 282, 562]
- junior-text-7: The Scottish Junior Committee held a meeting in the E.R.A. rooms to hear the conclusion of the Seward and other cases held over from last week. Additional evidence was led by both sides in the case of the Vale of Clyde against Bridgeton Glen, and the committee found the case proven.: [1071, 1061, 1309, 1105]
- irish-subheading: THE LEAGUE CHAMPIONSHIP — CLIFTONVILLE AND LINFIELD CLOSE UP—GLENTORAN REASSERT THEMSELVES—THE TEAM AGAINST ENGLAND—AND THE JUNIORS' ONE V. LANARKSHIRE — MATCHES IN DUBLIN AND DERRY.: [27, 896, 282, 930]
- column-4: [807, 61, 1063, 2201]
- ayr-text-3: The committee of the above Association met in the Royal Hotel, Kilmarnock, on Monday night—Mr William Gilchrist, Stevenston, presiding. Mr Head, Beith, was unanimously appointed secretary of the Association.: [1327, 468, 1597, 504]
- col3-para1: Mr Lockwood gave notice, in the same connection, that the committee did not pay any outstanding debts, and the association funds were such as to meet the obligations.: [560, 67, 798, 93]
- int-text-8: In accordance with notice previously given, Mr M'Laughlin (Celtic) moved that the ground for the coming International match be chosen at next meeting. In support of his motion he said that as the Association had entered into an agreement with the English Football Association, it was necessary the matter should be settled.: [299, 914, 542, 958]
- splash-text-13: The nineteenth annual gala of the Eastern Swimming Club takes place in the Greenhead Baths on Monday evening first. Mr Chapman, the hon. secretary, has arranged a splendid programme, and I have no doubt that the baths will be packed to overflowing.: [560, 1480, 798, 1524]
- splash-text-3: The nineteenth annual gala of the Eastern Swimming Club takes place in the Greenhead Baths on Monday evening first. Mr Chapman, the hon. secretary, has arranged a splendid programme, and I have no doubt that the baths will be packed to overflowing.: [560, 1006, 798, 1050]
- splash-text-4: The nineteenth annual gala of the Eastern Swimming Club takes place in the Greenhead Baths on Monday evening first. Mr Chapman, the hon. secretary, has arranged a splendid programme, and I have no doubt that the baths will be packed to overflowing.: [560, 1054, 798, 1098]
- junior-sub2: GLENCAIRN DISQUALIFIED.: [1124, 754, 1256, 763]
- scottish-tyres-ad: [19, 2074, 981, 2187]
- ad-flannel: BEST QUALITY FLANNELETTE SHIRTS,: [41, 234, 268, 245]
- col4-para1-d: shields Baths (Howard). At Glasgow—Glasgow, Milton Harriers, Paisley, Edinburgh, the Glasgow Northern and the Eastern Swimming Club.: [816, 155, 1054, 182]
- irish-byline: (BY THE NEMAN.): [113, 884, 196, 894]
- col4-para1-b: shields Baths (Howard). At Glasgow—Glasgow, Milton Harriers, Paisley, Edinburgh, the Glasgow Northern and the Eastern Swimming Club.: [816, 96, 1054, 122]
- sfa-text-2: The fortnightly meeting of the Scottish Football Association Committee was held on Tuesday night in the rooms at Carlton Place, Mr Dugald M'Kenzie presiding.: [299, 412, 542, 438]
- int-text-4: In accordance with notice previously given, Mr M'Laughlin (Celtic) moved that the ground for the coming International match be chosen at next meeting. In support of his motion he said that as the Association had entered into an agreement with the English Football Association, it was necessary the matter should be settled.: [299, 725, 542, 769]
- junior-text-2: The Scottish Junior Committee held a meeting in the E.R.A. rooms to hear the conclusion of the Seward and other cases held over from last week. Additional evidence was led by both sides in the case of the Vale of Clyde against Bridgeton Glen, and the committee found the case proven.: [1071, 824, 1309, 868]
- field-end: The Seaton and Brody Harriers are to be represented at the forthcoming meeting of the Scottish Cross-Country Union.: [816, 958, 1054, 976]
- cycle-text: Half-yearly meeting of the C.T.C. in Manchester to-night. Few members from Scotland are expected. Michael has been getting up big times in America. Stacey Blake is back again in Nottingham after his long ride.: [560, 213, 798, 248]
- col5-para1-h: come home on the road. It is still the weekend pack did fastest time. However, as the official timekeeper was not on view the result was in doubt for a time.: [1071, 274, 1309, 300]
- col5-para1-j: come home on the road. It is still the weekend pack did fastest time. However, as the official timekeeper was not on view the result was in doubt for a time.: [1071, 333, 1309, 359]
- int-text-22: In accordance with notice previously given, Mr M'Laughlin (Celtic) moved that the ground for the coming International match be chosen at next meeting. In support of his motion he said that as the Association had entered into an agreement with the English Football Association, it was necessary the matter should be settled.: [299, 1578, 542, 1622]
- border-byline: (BY T. T. MAC.): [121, 365, 188, 374]
- splash-text-6: The nineteenth annual gala of the Eastern Swimming Club takes place in the Greenhead Baths on Monday evening first. Mr Chapman, the hon. secretary, has arranged a splendid programme, and I have no doubt that the baths will be packed to overflowing.: [560, 1148, 798, 1193]
